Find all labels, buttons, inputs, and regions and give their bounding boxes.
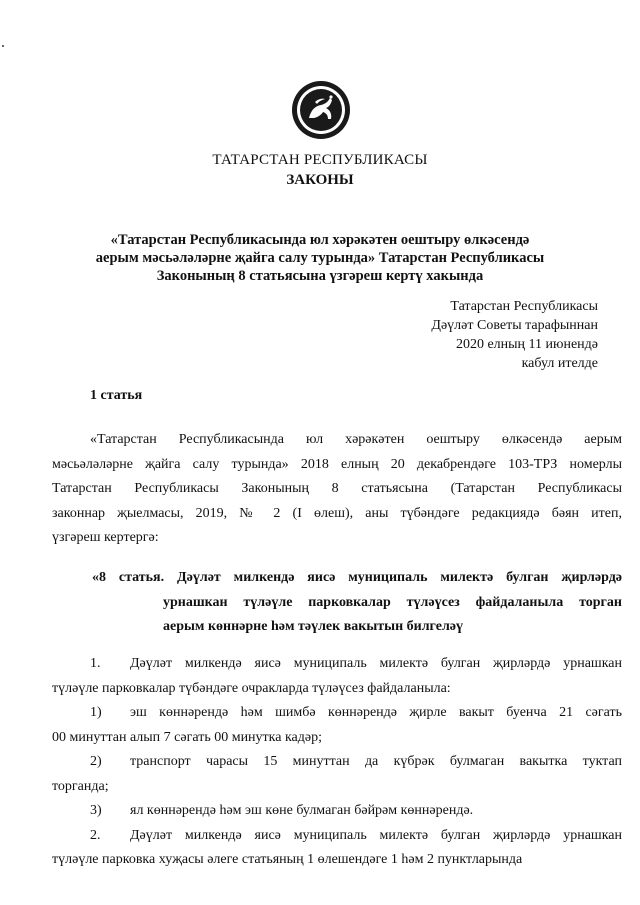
adoption-note bbox=[431, 297, 598, 373]
body-line: түләүле парковкалар түбәндәге очракларда түләүсез файдаланыла: bbox=[52, 680, 451, 696]
body-line bbox=[52, 799, 622, 824]
heading-line: урнашкан түләүле парковкалар түләүсез файдаланыла торган bbox=[163, 594, 622, 610]
scan-speck bbox=[2, 45, 4, 47]
title-line: Законының 8 статьясына үзгәреш кертү хакында bbox=[156, 268, 484, 284]
article-8-body bbox=[52, 652, 622, 873]
body-line: түләүле парковка хуҗасы әлеге статьяның 1 өлешендәге 1 һәм 2 пунктларында bbox=[52, 852, 523, 867]
body-line bbox=[52, 701, 622, 726]
article-8-heading bbox=[92, 566, 622, 640]
adoption-line: кабул ителде bbox=[521, 356, 598, 371]
text-line: мәсьәләләрне җайга салу турында» 2018 елның 20 декабрендәге 103-ТРЗ номерлы bbox=[52, 456, 622, 472]
adoption-line: Татарстан Республикасы bbox=[450, 299, 598, 314]
item-number: 2. bbox=[90, 827, 101, 843]
text-line: законнар җыелмасы, 2019, № 2 (I өлеш), аны түбәндәге редакциядә бәян итеп, bbox=[52, 505, 622, 521]
item-text: ял көннәрендә һәм эш көне булмаган бәйрәм көннәрендә. bbox=[130, 803, 474, 818]
title-line: аерым мәсьәләләрне җайга салу турында» Татарстан Республикасы bbox=[95, 250, 545, 266]
item-number: 2) bbox=[90, 754, 102, 769]
adoption-line: 2020 елның 11 июнендә bbox=[455, 337, 598, 352]
tatarstan-emblem-icon bbox=[291, 80, 351, 140]
body-line bbox=[52, 750, 622, 775]
item-number: 3) bbox=[90, 803, 102, 818]
body-line bbox=[52, 824, 622, 849]
heading-line: «8 статья. Дәүләт милкендә яисә муниципаль милектә булган җирләрдә bbox=[92, 570, 622, 585]
text-line: «Татарстан Республикасында юл хәрәкәтен оештыру өлкәсендә аерым bbox=[90, 432, 622, 447]
item-number: 1. bbox=[90, 656, 101, 671]
body-line bbox=[52, 652, 622, 677]
article-1-text bbox=[52, 428, 622, 551]
text-line: үзгәреш кертергә: bbox=[52, 530, 159, 545]
heading-line: аерым көннәрне һәм тәүлек вакытын билгеләү bbox=[163, 619, 464, 634]
republic-name: ТАТАРСТАН РЕСПУБЛИКАСЫ bbox=[212, 152, 428, 168]
adoption-line: Дәүләт Советы тарафыннан bbox=[431, 318, 598, 333]
item-text: Дәүләт милкендә яисә муниципаль милектә булган җирләрдә урнашкан bbox=[130, 656, 622, 671]
item-text: эш көннәрендә һәм шимбә көннәрендә җирле вакыт буенча 21 сәгать bbox=[130, 705, 622, 720]
item-number: 1) bbox=[90, 705, 102, 720]
title-line: «Татарстан Республикасында юл хәрәкәтен оештыру өлкәсендә bbox=[110, 232, 530, 248]
law-heading: ЗАКОНЫ bbox=[286, 172, 354, 188]
law-title bbox=[0, 231, 640, 285]
body-line: 00 минуттан алып 7 сәгать 00 минутка кадәр; bbox=[52, 729, 322, 745]
item-text: транспорт чарасы 15 минуттан да күбрәк булмаган вакытка туктап bbox=[130, 754, 622, 769]
item-text: Дәүләт милкендә яисә муниципаль милектә булган җирләрдә урнашкан bbox=[130, 827, 622, 843]
text-line: Татарстан Республикасы Законының 8 статьясына (Татарстан Республикасы bbox=[52, 481, 622, 496]
article-1-heading: 1 статья bbox=[90, 388, 143, 403]
body-line: торганда; bbox=[52, 778, 109, 794]
